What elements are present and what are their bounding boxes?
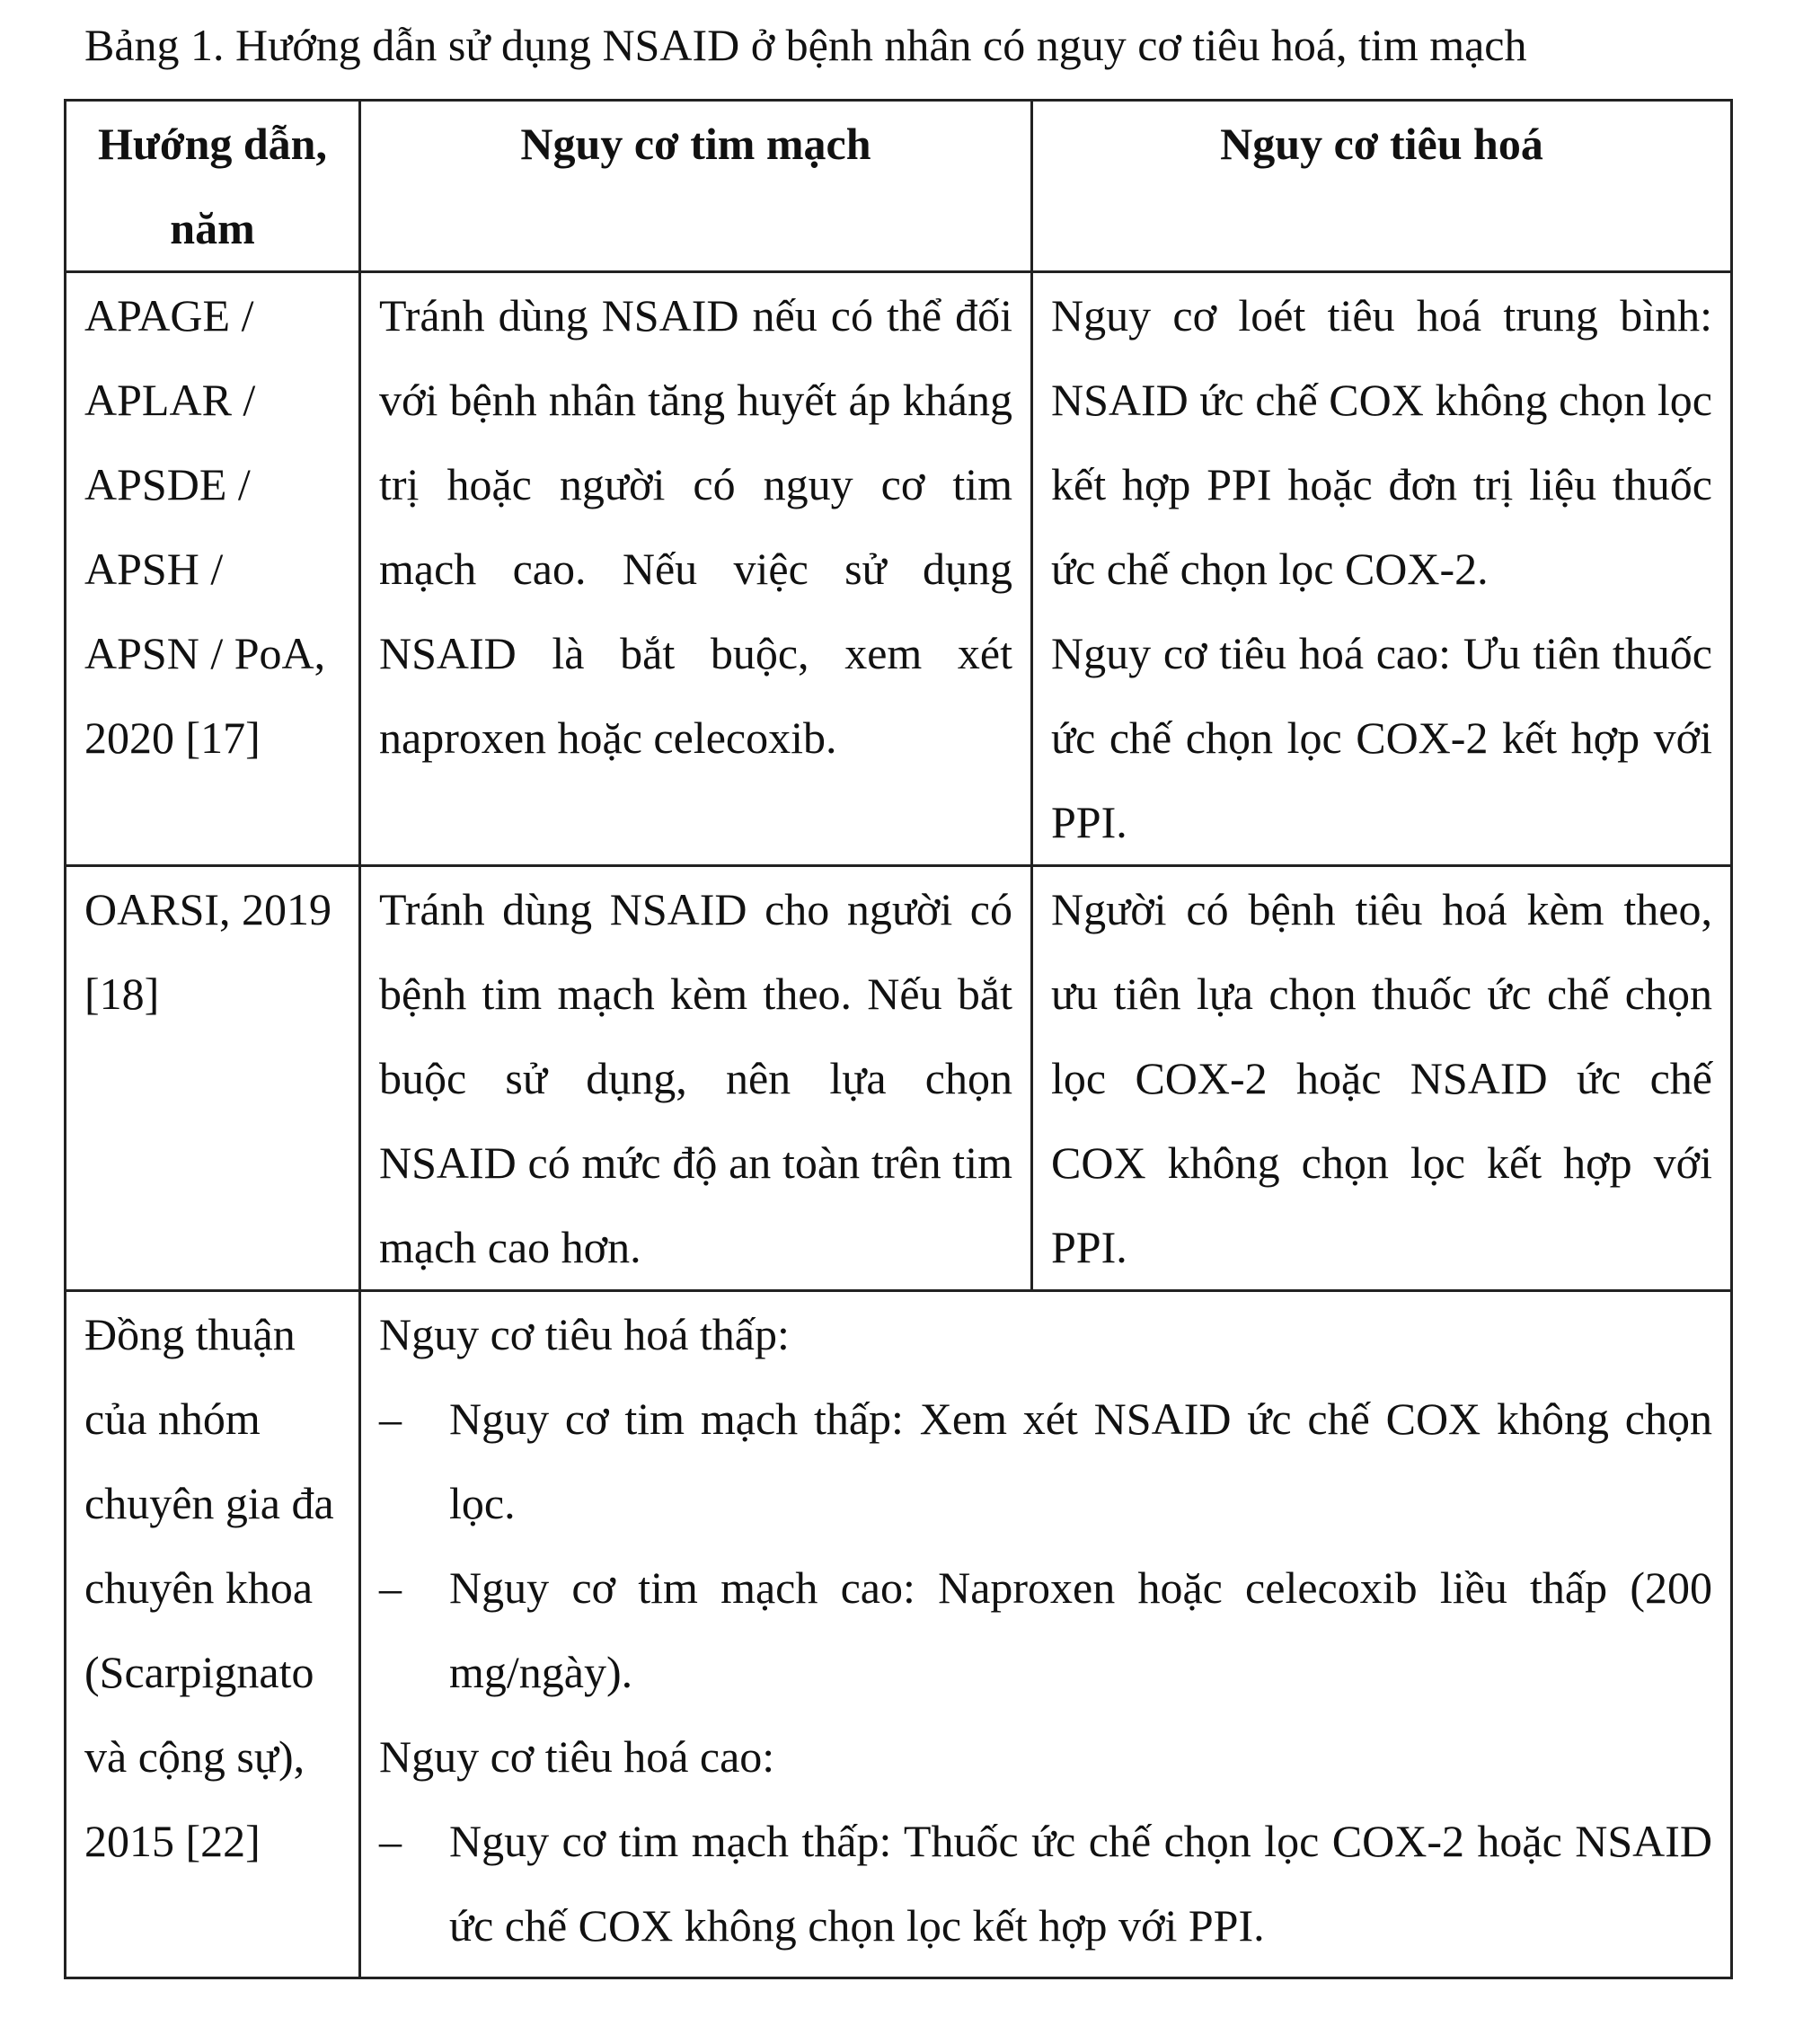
gi-high-text: Nguy cơ tiêu hoá cao: Ưu tiên thuốc ức chế chọn lọc COX-2 kết hợp với PPI.	[1051, 628, 1712, 847]
table-row	[66, 866, 1732, 1291]
high-gi-risk-title: Nguy cơ tiêu hoá cao:	[379, 1731, 775, 1782]
header-cardio-risk: Nguy cơ tim mạch	[360, 101, 1032, 272]
bullet-item	[379, 1376, 1712, 1545]
guideline-cell: OARSI, 2019 [18]	[66, 866, 360, 1291]
guideline-cell: Đồng thuận của nhóm chuyên gia đa chuyên khoa (Scarpignato và cộng sự), 2015 [22]	[66, 1291, 360, 1978]
dash-marker: –	[379, 1562, 402, 1613]
gi-moderate-text: Nguy cơ loét tiêu hoá trung bình: NSAID ức chế COX không chọn lọc kết hợp PPI hoặc đơn trị liệu thuốc ức chế chọn lọc COX-2.	[1051, 290, 1712, 594]
table-row	[66, 272, 1732, 866]
dash-marker: –	[379, 1816, 402, 1866]
table-caption: Bảng 1. Hướng dẫn sử dụng NSAID ở bệnh nhân có nguy cơ tiêu hoá, tim mạch	[84, 20, 1527, 70]
low-gi-risk-title: Nguy cơ tiêu hoá thấp:	[379, 1309, 790, 1359]
bullet-text: Nguy cơ tim mạch cao: Naproxen hoặc celecoxib liều thấp (200 mg/ngày).	[449, 1562, 1712, 1697]
bullet-text: Nguy cơ tim mạch thấp: Xem xét NSAID ức chế COX không chọn lọc.	[449, 1394, 1712, 1528]
gi-cell: Người có bệnh tiêu hoá kèm theo, ưu tiên lựa chọn thuốc ức chế chọn lọc COX-2 hoặc NSAID ức chế COX không chọn lọc kết hợp với PPI.	[1032, 866, 1732, 1291]
consensus-cell	[360, 1291, 1732, 1978]
table-header-row	[66, 101, 1732, 272]
dash-marker: –	[379, 1394, 402, 1444]
bullet-item	[379, 1799, 1712, 1968]
header-gi-risk: Nguy cơ tiêu hoá	[1032, 101, 1732, 272]
gi-cell	[1032, 272, 1732, 866]
bullet-text: Nguy cơ tim mạch thấp: Thuốc ức chế chọn lọc COX-2 hoặc NSAID ức chế COX không chọn lọc kết hợp với PPI.	[449, 1816, 1712, 1951]
table-row	[66, 1291, 1732, 1978]
cardio-cell: Tránh dùng NSAID nếu có thể đối với bệnh nhân tăng huyết áp kháng trị hoặc người có nguy cơ tim mạch cao. Nếu việc sử dụng NSAID là bắt buộc, xem xét naproxen hoặc celecoxib.	[360, 272, 1032, 866]
bullet-item	[379, 1545, 1712, 1714]
nsaid-guideline-table	[64, 99, 1733, 1979]
header-guideline: Hướng dẫn, năm	[66, 101, 360, 272]
guideline-cell: APAGE / APLAR / APSDE / APSH / APSN / PoA, 2020 [17]	[66, 272, 360, 866]
cardio-cell: Tránh dùng NSAID cho người có bệnh tim mạch kèm theo. Nếu bắt buộc sử dụng, nên lựa chọn NSAID có mức độ an toàn trên tim mạch cao hơn.	[360, 866, 1032, 1291]
